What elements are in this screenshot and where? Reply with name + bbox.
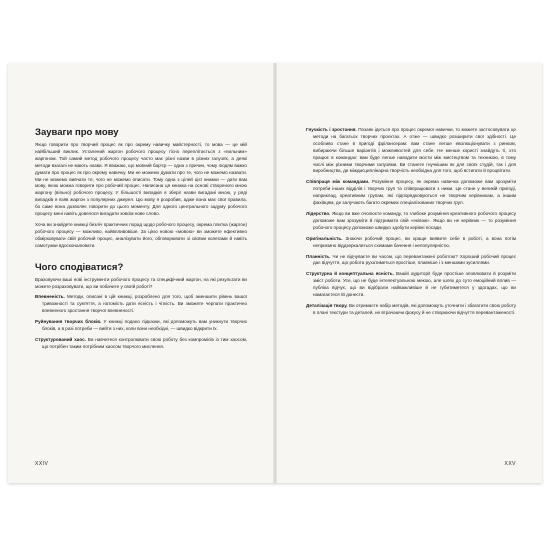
list-item bbox=[35, 337, 247, 351]
list-item bbox=[35, 319, 247, 333]
term: Деталізація твору. bbox=[306, 302, 348, 308]
left-page bbox=[8, 63, 273, 483]
definition: Вашій аудиторії буде простіше зловлювати й розуміти зміст роботи. Усе, що не буде інтелектуальною мекою, але шлях до суто емоційний вплив — публіка відчує, що ви відібрали найважливіше й не губитиметеся у здогадах, що ви намагаєтеся їй донести. bbox=[313, 271, 516, 298]
term: Співпраця між командами. bbox=[306, 179, 370, 185]
book-spread bbox=[8, 63, 542, 483]
definition: Позаяк ідеться про процес окремої навички, то можете застосовувати це методи на багатьох творчих проєктах. А отже — швидко розширити свої здібності. Це особливо стане в пригоді фрілансерам: вам стане легше еволюціонувати з ринком, вибираючи більше варіантів і можливостей для себе. Не менше користі знайдуть ті, хто працює в командах: вам буде легше наводити мости між мистецтвом та техникою, в тому числі між різними творчими галузями. Ви станете гнучкішим як для своїх студій, так і для виробництва, де міждисциплінарна творчість необхідна для того, щоб встигати й процвітати. bbox=[313, 127, 516, 174]
definition: Методи, описані в цій книжці, розроблено для того, щоб зменшити рівень вашої тривожності та сум'яття, а натомість дати ясність і чіткість. Ви зможете черпати практично впевненого зростання творчої впевненості. bbox=[42, 294, 247, 314]
list-item bbox=[306, 236, 516, 250]
term: Структурований хаос. bbox=[35, 336, 86, 342]
paragraph: Враховуючи ваші нові інструменти робочого процесу та специфічний жаргон, на які результати ви можете розраховувати, що ви побачите у своїй роботі? bbox=[35, 276, 247, 289]
definition: Чи не відчуваєте ви часом, що перевантажені роботою? Хороший робочий процес дає відчуття, що робота рухатиметься простіше, плавніше і з меншими зусиллями. bbox=[313, 253, 516, 266]
heading-language-notes: Зауваги про мову bbox=[35, 127, 119, 138]
definition: Ви навчитеся контролювати свою роботу без компромісів із тим хаосом, що потрібен таким потрібним хаосом творчого мислення. bbox=[42, 336, 248, 349]
left-page-content bbox=[35, 127, 247, 355]
definition: У книжці подано підказки, які допоможуть вам уникнути творчих блоків, а в разі потреби — вийти з них, коли вони необхідні, — швидко відкрити їх. bbox=[42, 319, 247, 332]
list-item bbox=[306, 254, 516, 268]
right-page-content bbox=[306, 127, 516, 321]
list-item bbox=[35, 294, 247, 315]
paragraph: Хоча ви знайдете книжці безліч практичних порад щодо робочого процесу, окрема плитка (жаргон) робочого процесу — можливо, найвпливовіше. За цією новою «мовою» ви зможете ефективно обмірковувати свій робочий процес, аналізувати його, обговорювати зі своїми колегами й навіть самотужки вдосконалювати. bbox=[35, 221, 247, 248]
list-item bbox=[306, 303, 516, 317]
definition: Знаючи робочий процес, ви краще виявите себе в роботі, а вона потім неприємно віддзеркалиться схемами бачення і непопулярністю. bbox=[313, 235, 516, 248]
list-item bbox=[306, 211, 516, 232]
term: Оригінальність. bbox=[306, 235, 343, 241]
paragraph: Якщо говорити про творчий процес як про окрему навичку майстерності, то мова — це мій найбільший виклик. Усталений жаргон робочого процесу тісно переплітається з «пильним» жаргоном. Той самий метод робочого процесу часто має різні назви в різних галузях, а деякі методи взагалі не мають назви. Я вважаю, що мовний бар'єр — одна з причин, чому людям важко думати про процес як про окрему навичку. Ми не можемо думати про те, чого не можемо назвати. Ми не можемо вивчати те, чого не можемо описати. Тому одна з цілей цієї книжки — дати вам мову, якою можна говорити про робочий процес. Написана ця книжка на основі створеного мною жаргону (вільно) робочого процесу. У більшості випадків я зберіг назви вигадані мною, у ряді випадків я взяв жаргон з популярних джерел. Цю мову я розробив, адже вона має свої правила, бо саме вона дозволяє говорити до цього моменту. Для одного центрального задуму робочого процесу мені навіть довелося вигадати зовсім нове слово. bbox=[35, 142, 247, 217]
list-item bbox=[306, 179, 516, 207]
definition: Ви отримаєте набір методів, які допоможуть уточнити і збагатити свою роботу в плані текстури та деталей, не втрачаючи фокусу й не створюючи відчуття перевантаженості. bbox=[313, 302, 516, 315]
definition: Якщо ви вже очолюєте команду, то глибоке розуміння креативного робочого процесу допоможе вам зрозуміти й підтримати свій «екіпаж». Якщо ви не керівник — то розуміння робочого процесу допоможе швидко здобути керівні посади. bbox=[313, 210, 516, 230]
page-number: XXV bbox=[504, 461, 516, 467]
page-number: XXIV bbox=[35, 461, 49, 467]
term: Структурна й концептуальна ясність. bbox=[306, 271, 394, 277]
list-item bbox=[306, 271, 516, 299]
term: Впевненість. bbox=[35, 294, 65, 300]
definition: Розуміння процесу, як окрема навичка допоможе вам зрозуміти потреби інших відділів і творчих груп та співпрацювати з ними. Це стане у великій пригоді, наприклад, креативним групам, які підпорядковуються не творчим керівникам, а іншим фахівцям, де залучають багато окремих спеціалізованих творчих груп. bbox=[313, 179, 517, 206]
list-item bbox=[306, 127, 516, 175]
term: Руйнування творчих блоків. bbox=[35, 319, 102, 325]
heading-what-to-expect: Чого сподіватися? bbox=[35, 261, 124, 273]
term: Гнучкість і зростання. bbox=[306, 127, 357, 132]
right-page bbox=[277, 63, 542, 483]
term: Лідерство. bbox=[306, 210, 331, 216]
term: Планність. bbox=[306, 253, 331, 259]
